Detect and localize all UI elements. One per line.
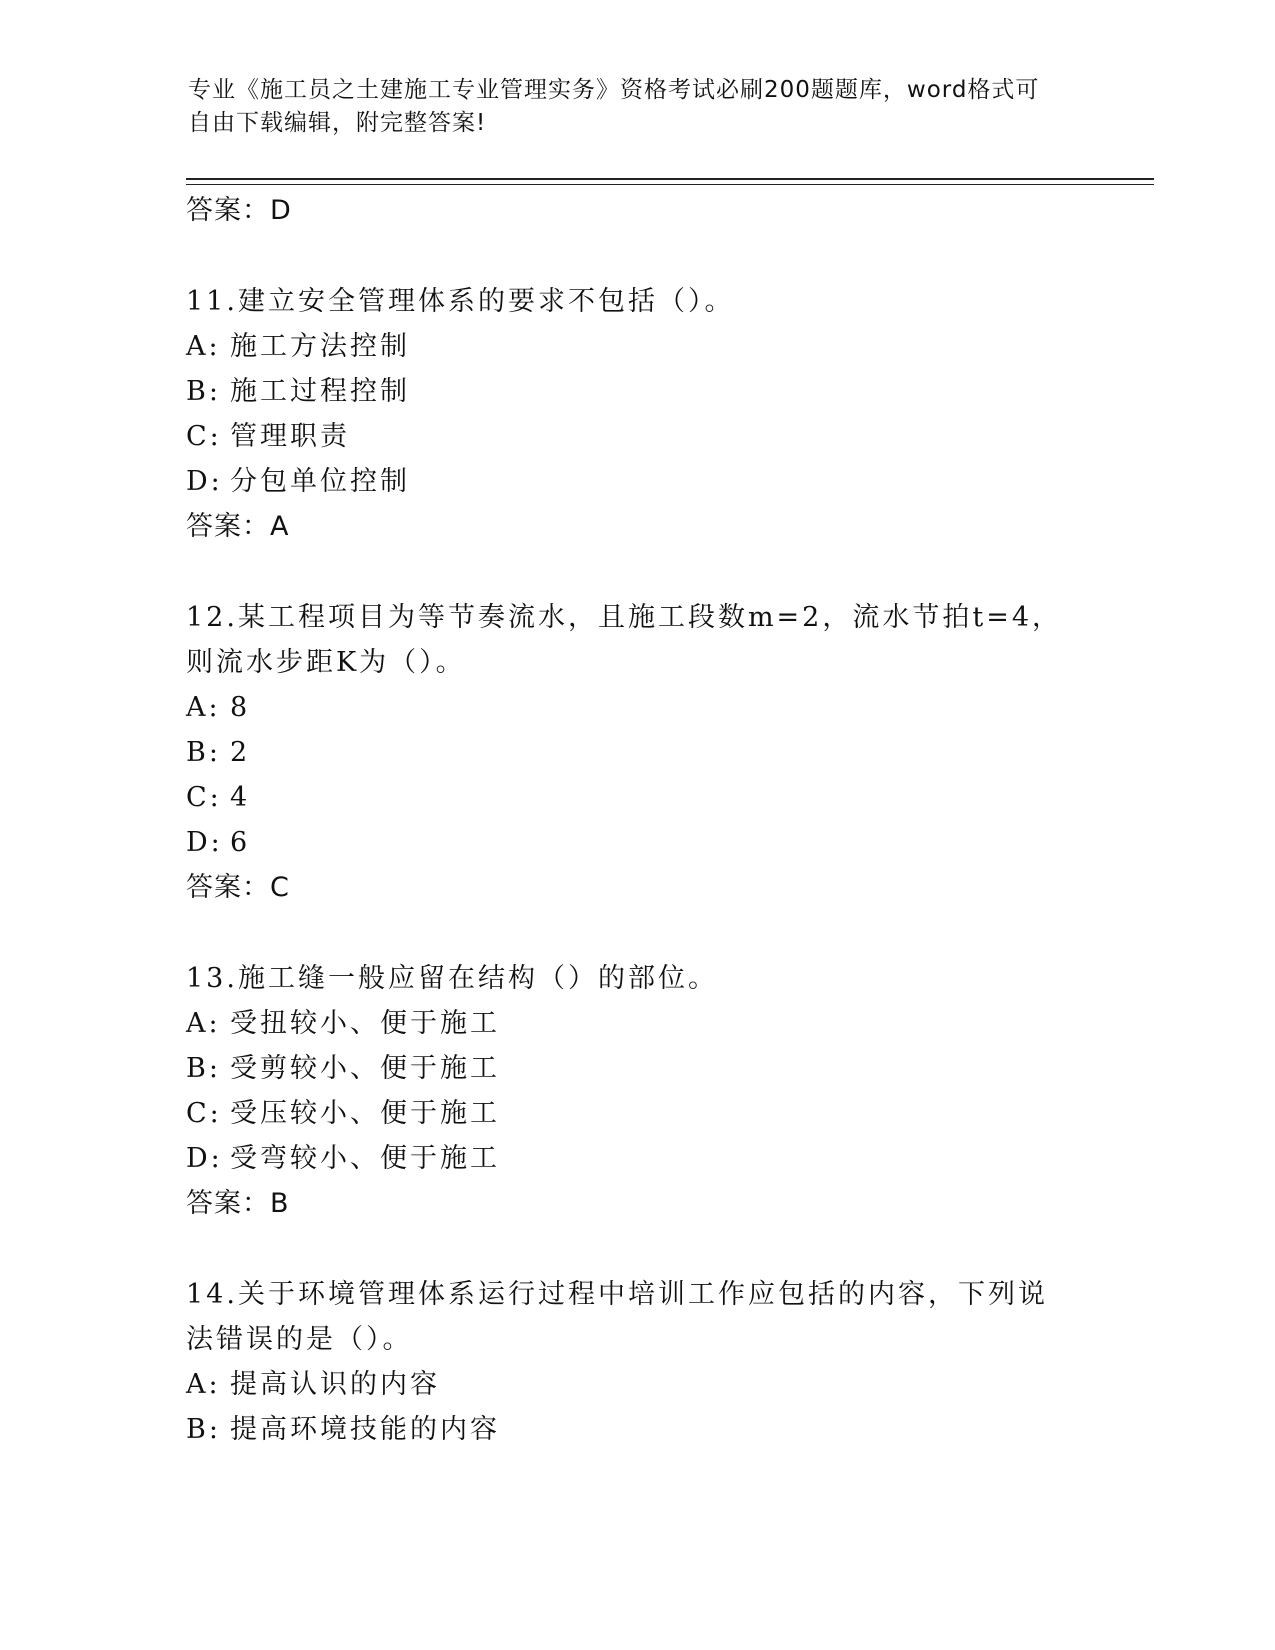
answer-line: 答案：A bbox=[186, 511, 290, 542]
option-text: 提高环境技能的内容 bbox=[230, 1414, 500, 1445]
option-letter: C: bbox=[186, 1098, 222, 1129]
question-block bbox=[186, 595, 1086, 910]
option-letter: B: bbox=[186, 1414, 221, 1445]
option-b bbox=[186, 1407, 1086, 1452]
option-text: 提高认识的内容 bbox=[230, 1369, 440, 1400]
header-line-1: 专业《施工员之土建施工专业管理实务》资格考试必刷200题题库，word格式可 bbox=[188, 77, 1040, 103]
option-letter: D: bbox=[186, 466, 223, 497]
option-text: 施工过程控制 bbox=[230, 376, 410, 407]
option-c bbox=[186, 1091, 1086, 1136]
option-letter: A: bbox=[186, 1008, 221, 1039]
option-d bbox=[186, 1136, 1086, 1181]
option-a bbox=[186, 685, 1086, 730]
option-letter: B: bbox=[186, 737, 221, 768]
option-letter: D: bbox=[186, 827, 223, 858]
option-letter: A: bbox=[186, 331, 221, 362]
page-header bbox=[188, 74, 1088, 140]
option-letter: C: bbox=[186, 421, 222, 452]
question-text: 12.某工程项目为等节奏流水，且施工段数m=2，流水节拍t=4，则流水步距K为（）。 bbox=[186, 602, 1062, 678]
question-text: 13.施工缝一般应留在结构（）的部位。 bbox=[186, 963, 718, 994]
question-content bbox=[186, 188, 1086, 1452]
option-text: 4 bbox=[230, 782, 251, 813]
answer-line: 答案：C bbox=[186, 872, 290, 903]
option-b bbox=[186, 730, 1086, 775]
option-a bbox=[186, 1362, 1086, 1407]
option-letter: A: bbox=[186, 692, 221, 723]
option-c bbox=[186, 414, 1086, 459]
option-text: 受压较小、便于施工 bbox=[230, 1098, 500, 1129]
option-letter: C: bbox=[186, 782, 222, 813]
option-text: 受弯较小、便于施工 bbox=[230, 1143, 500, 1174]
question-text: 14.关于环境管理体系运行过程中培训工作应包括的内容，下列说法错误的是（）。 bbox=[186, 1279, 1048, 1355]
option-text: 6 bbox=[230, 827, 251, 858]
answer-line: 答案：D bbox=[186, 195, 292, 226]
option-d bbox=[186, 459, 1086, 504]
option-text: 管理职责 bbox=[230, 421, 350, 452]
option-b bbox=[186, 1046, 1086, 1091]
option-text: 施工方法控制 bbox=[230, 331, 410, 362]
option-b bbox=[186, 369, 1086, 414]
question-block bbox=[186, 956, 1086, 1226]
question-block bbox=[186, 279, 1086, 549]
option-a bbox=[186, 324, 1086, 369]
option-c bbox=[186, 775, 1086, 820]
option-text: 2 bbox=[230, 737, 251, 768]
option-d bbox=[186, 820, 1086, 865]
option-text: 分包单位控制 bbox=[230, 466, 410, 497]
option-letter: A: bbox=[186, 1369, 221, 1400]
option-letter: B: bbox=[186, 376, 221, 407]
option-text: 受剪较小、便于施工 bbox=[230, 1053, 500, 1084]
option-text: 受扭较小、便于施工 bbox=[230, 1008, 500, 1039]
question-block bbox=[186, 1272, 1086, 1452]
option-letter: D: bbox=[186, 1143, 223, 1174]
header-line-2: 自由下载编辑，附完整答案! bbox=[188, 110, 487, 136]
header-rule-thin bbox=[186, 184, 1154, 185]
option-letter: B: bbox=[186, 1053, 221, 1084]
option-text: 8 bbox=[230, 692, 251, 723]
option-a bbox=[186, 1001, 1086, 1046]
answer-line: 答案：B bbox=[186, 1188, 290, 1219]
header-rule-thick bbox=[186, 178, 1154, 180]
question-text: 11.建立安全管理体系的要求不包括（）。 bbox=[186, 286, 735, 317]
